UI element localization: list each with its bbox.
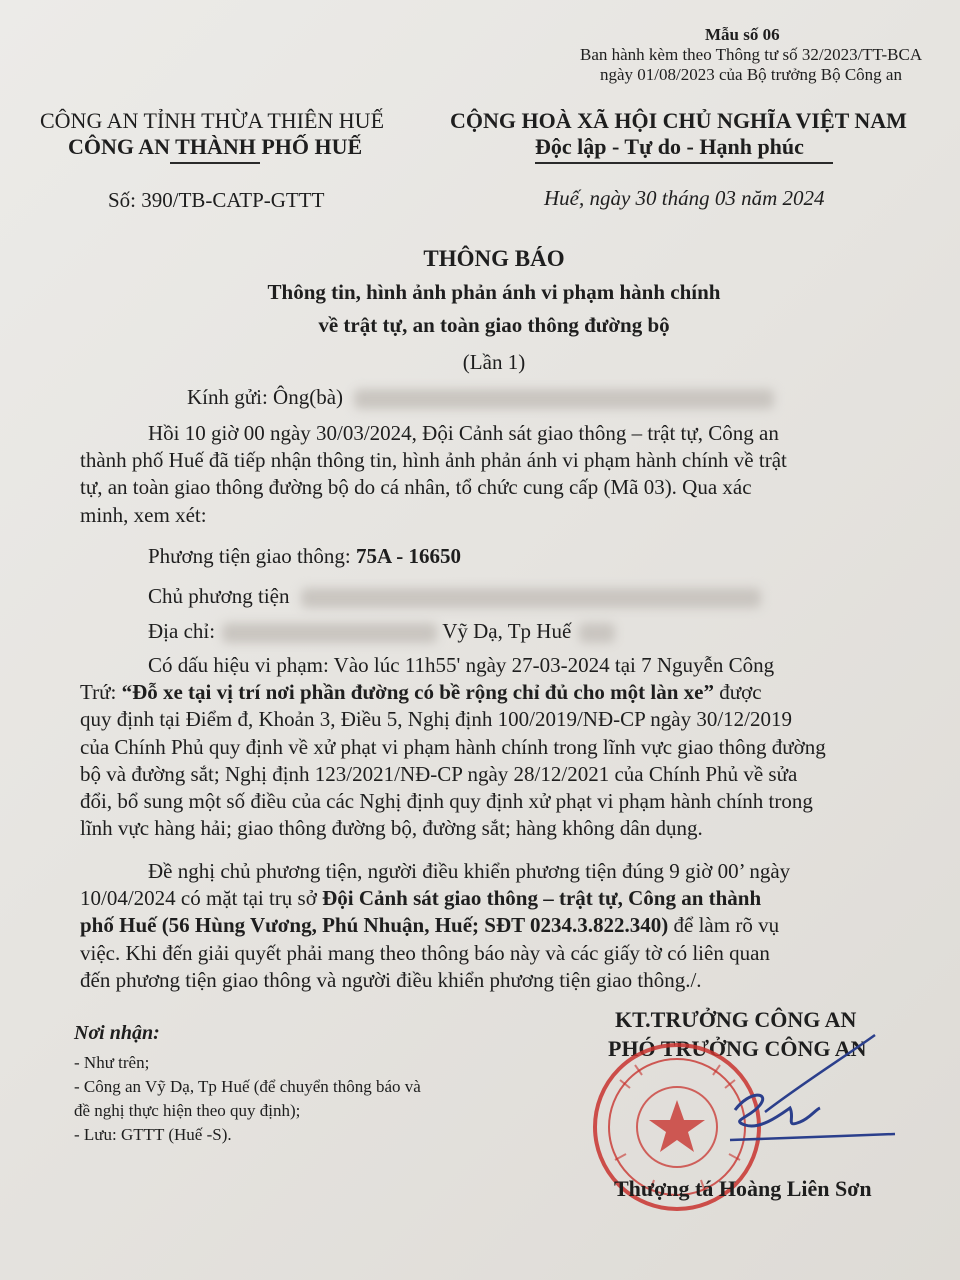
form-code: Mẫu số 06	[705, 25, 780, 44]
intro-paragraph	[80, 420, 915, 529]
recipients-heading: Nơi nhận:	[74, 1022, 160, 1044]
address-visible: Vỹ Dạ, Tp Huế	[442, 619, 572, 643]
signer-title-line2: PHÓ TRƯỞNG CÔNG AN	[608, 1036, 867, 1061]
request-office-address: phố Huế (56 Hùng Vương, Phú Nhuận, Huế; SĐT 0234.3.822.340)	[80, 913, 669, 938]
nation-motto: Độc lập - Tự do - Hạnh phúc	[535, 134, 804, 159]
owner-line	[148, 584, 761, 609]
recipient-line	[187, 385, 774, 410]
violation-line: Có dấu hiệu vi phạm: Vào lúc 11h55' ngày 27-03-2024 tại 7 Nguyễn Công	[148, 653, 775, 677]
document-title: THÔNG BÁO	[423, 246, 565, 271]
signature-icon	[690, 1030, 920, 1160]
recipients-item: - Công an Vỹ Dạ, Tp Huế (để chuyển thông báo và	[74, 1077, 421, 1096]
document-number: Số: 390/TB-CATP-GTTT	[108, 188, 325, 212]
recipients-item: - Như trên;	[74, 1053, 150, 1072]
request-line: đến phương tiện giao thông và người điều khiển phương tiện giao thông./.	[80, 967, 702, 992]
request-office: Đội Cảnh sát giao thông – trật tự, Công an thành	[322, 886, 762, 911]
nation-name: CỘNG HOÀ XÃ HỘI CHỦ NGHĨA VIỆT NAM	[450, 108, 907, 133]
document-subtitle-line2: về trật tự, an toàn giao thông đường bộ	[318, 313, 670, 337]
owner-label: Chủ phương tiện	[148, 584, 290, 608]
redacted-address	[222, 623, 437, 643]
request-line: Đề nghị chủ phương tiện, người điều khiển phương tiện đúng 9 giờ 00’ ngày	[148, 859, 791, 883]
violation-paragraph	[80, 652, 915, 842]
form-issued-line2: ngày 01/08/2023 của Bộ trưởng Bộ Công an	[600, 65, 902, 84]
intro-line: thành phố Huế đã tiếp nhận thông tin, hình ảnh phản ánh vi phạm hành chính về trật	[80, 448, 787, 473]
recipients-item: - Lưu: GTTT (Huế -S).	[74, 1125, 232, 1144]
vehicle-label: Phương tiện giao thông:	[148, 544, 356, 568]
redacted-owner	[301, 588, 761, 608]
redacted-recipient	[354, 389, 774, 409]
signer-title-line1: KT.TRƯỞNG CÔNG AN	[615, 1007, 857, 1032]
intro-line: minh, xem xét:	[80, 502, 207, 527]
address-label: Địa chỉ:	[148, 619, 216, 643]
request-line: 10/04/2024 có mặt tại trụ sở Đội Cảnh sát giao thông – trật tự, Công an thành	[80, 886, 762, 911]
place-date: Huế, ngày 30 tháng 03 năm 2024	[544, 186, 825, 210]
violation-line: quy định tại Điểm đ, Khoản 3, Điều 5, Nghị định 100/2019/NĐ-CP ngày 30/12/2019	[80, 707, 793, 732]
motto-underline	[535, 162, 833, 164]
address-line	[148, 619, 615, 644]
request-paragraph	[80, 858, 915, 994]
agency-underline	[170, 162, 260, 164]
violation-line: bộ và đường sắt; Nghị định 123/2021/NĐ-CP ngày 28/12/2021 của Chính Phủ về sửa	[80, 761, 798, 786]
agency-parent: CÔNG AN TỈNH THỪA THIÊN HUẾ	[40, 108, 385, 133]
violation-description: “Đỗ xe tại vị trí nơi phần đường có bề rộng chỉ đủ cho một làn xe”	[121, 680, 714, 705]
violation-line: Trứ: “Đỗ xe tại vị trí nơi phần đường có bề rộng chỉ đủ cho một làn xe” được	[80, 680, 762, 705]
document-subtitle-line1: Thông tin, hình ảnh phản ánh vi phạm hành chính	[267, 280, 721, 304]
request-line: phố Huế (56 Hùng Vương, Phú Nhuận, Huế; SĐT 0234.3.822.340) để làm rõ vụ	[80, 913, 780, 938]
violation-line: của Chính Phủ quy định về xử phạt vi phạm hành chính trong lĩnh vực giao thông đường	[80, 734, 826, 759]
redacted-address-tail	[579, 623, 615, 643]
intro-line: tự, an toàn giao thông đường bộ do cá nhân, tổ chức cung cấp (Mã 03). Qua xác	[80, 475, 752, 500]
intro-line: Hồi 10 giờ 00 ngày 30/03/2024, Đội Cảnh sát giao thông – trật tự, Công an	[148, 421, 779, 445]
notice-round: (Lần 1)	[462, 350, 526, 374]
vehicle-plate: 75A - 16650	[355, 544, 461, 568]
form-issued-line1: Ban hành kèm theo Thông tư số 32/2023/TT-BCA	[580, 45, 923, 64]
violation-line: lĩnh vực hàng hải; giao thông đường bộ, đường sắt; hàng không dân dụng.	[80, 816, 703, 841]
violation-line: đổi, bổ sung một số điều của các Nghị định quy định xử phạt vi phạm hành chính trong	[80, 789, 813, 814]
agency-name: CÔNG AN THÀNH PHỐ HUẾ	[68, 134, 363, 159]
signer-name: Thượng tá Hoàng Liên Sơn	[614, 1176, 872, 1201]
recipients-item: đề nghị thực hiện theo quy định);	[74, 1101, 301, 1120]
request-line: việc. Khi đến giải quyết phải mang theo thông báo này và các giấy tờ có liên quan	[80, 940, 770, 965]
recipient-label: Kính gửi: Ông(bà)	[187, 385, 344, 409]
vehicle-line	[148, 544, 461, 569]
